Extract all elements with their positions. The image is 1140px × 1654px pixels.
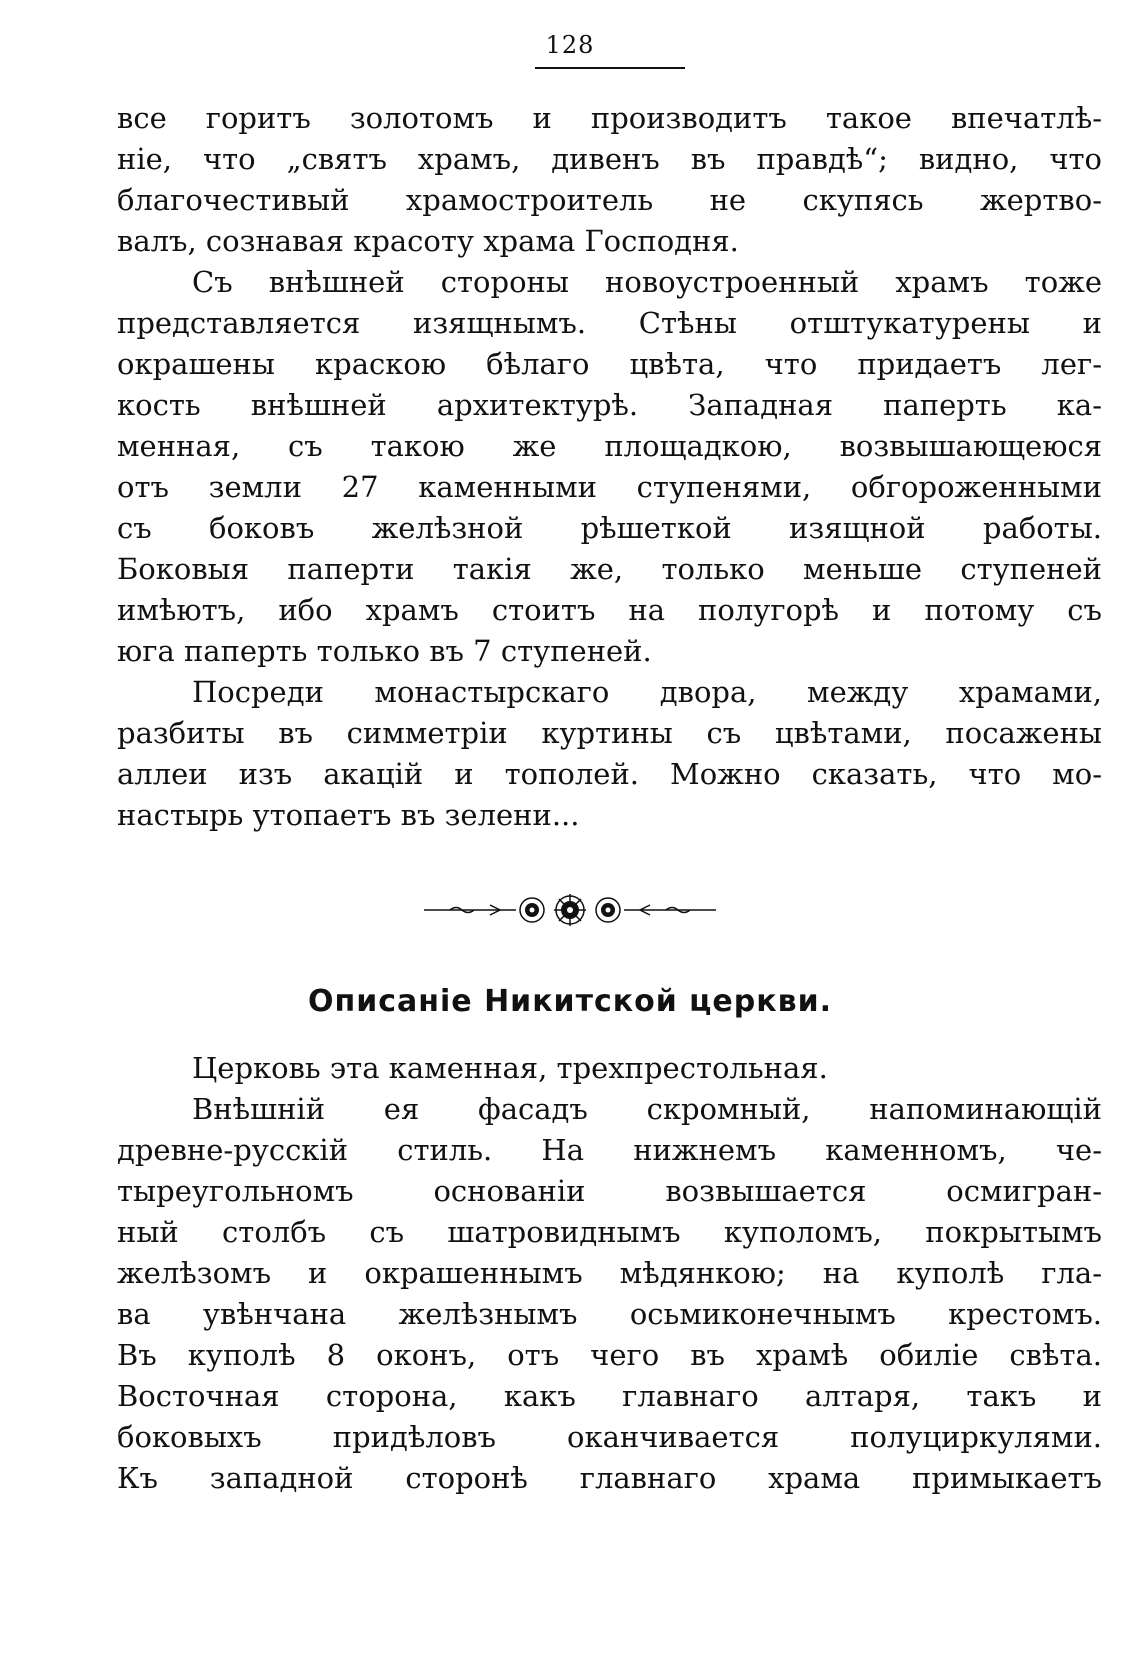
text-line: Боковыя паперти такія же, только меньше ступеней: [117, 552, 1102, 586]
text-line: боковыхъ придѣловъ оканчивается полуциркулями.: [117, 1420, 1102, 1454]
text-line: разбиты въ симметріи куртины съ цвѣтами, посажены: [117, 716, 1102, 750]
text-line: Внѣшній ея фасадъ скромный, напоминающій: [192, 1092, 1102, 1126]
decorative-ornament: [0, 890, 1140, 930]
bottom-text-block: [117, 1048, 1102, 1499]
page-number-rule: [535, 67, 685, 69]
text-line: Съ внѣшней стороны новоустроенный храмъ тоже: [192, 265, 1102, 299]
text-line: съ боковъ желѣзной рѣшеткой изящной работы.: [117, 511, 1102, 545]
text-line: аллеи изъ акацій и тополей. Можно сказать, что мо-: [117, 757, 1102, 791]
text-line: благочестивый храмостроитель не скупясь жертво-: [117, 183, 1102, 217]
text-line: окрашены краскою бѣлаго цвѣта, что придаетъ лег-: [117, 347, 1102, 381]
text-line: Посреди монастырскаго двора, между храмами,: [192, 675, 1102, 709]
text-line: желѣзомъ и окрашеннымъ мѣдянкою; на куполѣ гла-: [117, 1256, 1102, 1290]
text-line: ніе, что „святъ храмъ, дивенъ въ правдѣ“; видно, что: [117, 142, 1102, 176]
text-line: отъ земли 27 каменными ступенями, обгороженными: [117, 470, 1102, 504]
text-line: валъ, сознавая красоту храма Господня.: [117, 224, 739, 258]
text-line: Къ западной сторонѣ главнаго храма примыкаетъ: [117, 1461, 1102, 1495]
text-line: имѣютъ, ибо храмъ стоитъ на полугорѣ и потому съ: [117, 593, 1102, 627]
text-line: ва увѣнчана желѣзнымъ осьмиконечнымъ крестомъ.: [117, 1297, 1102, 1331]
text-line: настырь утопаетъ въ зелени...: [117, 798, 580, 832]
text-line: тыреугольномъ основаніи возвышается осмигран-: [117, 1174, 1102, 1208]
text-line: менная, съ такою же площадкою, возвышающеюся: [117, 429, 1102, 463]
text-line: ный столбъ съ шатровиднымъ куполомъ, покрытымъ: [117, 1215, 1102, 1249]
text-line: все горитъ золотомъ и производитъ такое впечатлѣ-: [117, 101, 1102, 135]
text-line: Въ куполѣ 8 оконъ, отъ чего въ храмѣ обиліе свѣта.: [117, 1338, 1102, 1372]
section-title: Описаніе Никитской церкви.: [307, 984, 833, 1019]
page-number: 128: [545, 31, 595, 59]
flourish-ornament-icon: [420, 890, 720, 930]
text-line: Церковь эта каменная, трехпрестольная.: [192, 1051, 828, 1085]
text-line: Восточная сторона, какъ главнаго алтаря, такъ и: [117, 1379, 1102, 1413]
top-text-block: [117, 98, 1102, 836]
text-line: древне-русскій стиль. На нижнемъ каменномъ, че-: [117, 1133, 1102, 1167]
text-line: юга паперть только въ 7 ступеней.: [117, 634, 652, 668]
text-line: представляется изящнымъ. Стѣны отштукатурены и: [117, 306, 1102, 340]
text-line: кость внѣшней архитектурѣ. Западная паперть ка-: [117, 388, 1102, 422]
